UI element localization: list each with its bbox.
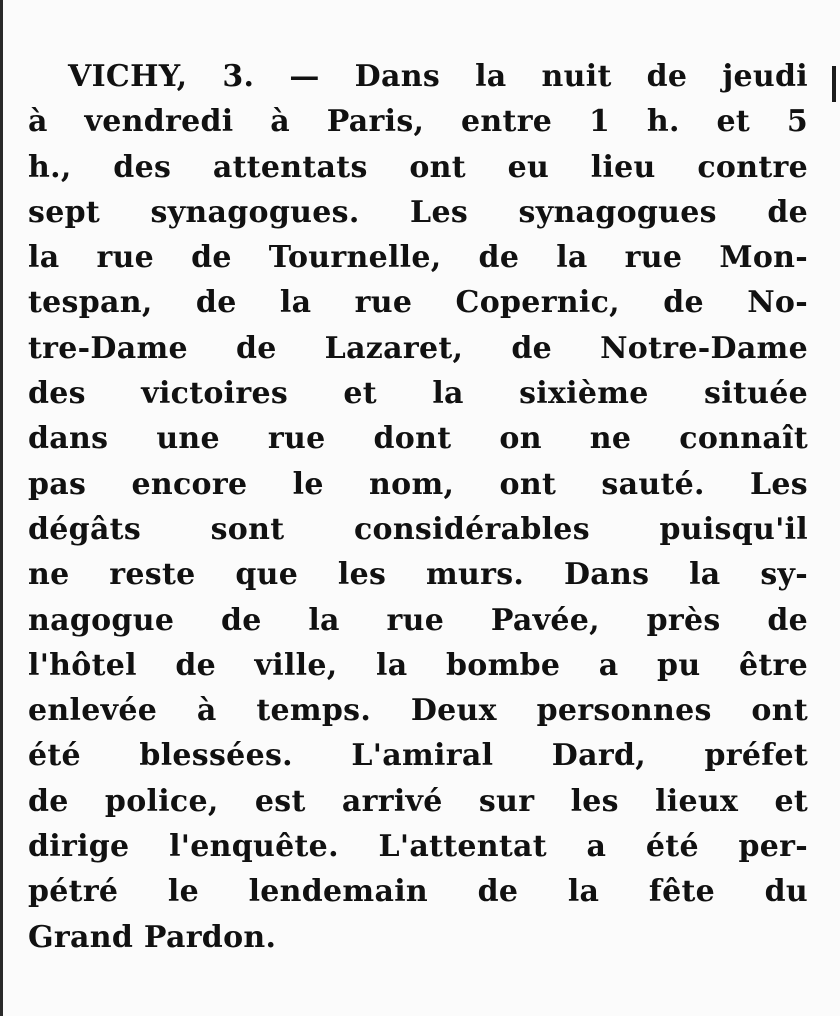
article-line: dans une rue dont on ne connaît [28, 421, 808, 457]
article-line: dégâts sont considérables puisqu'il [28, 511, 808, 547]
article-line: sept synagogues. Les synagogues de [28, 194, 808, 230]
article-line: ne reste que les murs. Dans la sy- [28, 557, 808, 593]
article-line: dirige l'enquête. L'attentat a été per- [28, 829, 808, 865]
article-line: tre-Dame de Lazaret, de Notre-Dame [28, 330, 808, 366]
article-line: Grand Pardon. [28, 919, 277, 955]
article-line: pas encore le nom, ont sauté. Les [28, 466, 808, 502]
article-line: la rue de Tournelle, de la rue Mon- [28, 240, 808, 276]
article-line: de police, est arrivé sur les lieux et [28, 783, 808, 819]
article-line: tespan, de la rue Copernic, de No- [28, 285, 808, 321]
article-line: pétré le lendemain de la fête du [28, 874, 808, 910]
article-line: VICHY, 3. — Dans la nuit de jeudi [68, 59, 808, 94]
column-rule-right [832, 66, 836, 102]
column-rule-left [0, 0, 3, 1016]
article-body [28, 54, 808, 960]
article-line: été blessées. L'amiral Dard, préfet [28, 738, 808, 774]
article-line: à vendredi à Paris, entre 1 h. et 5 [28, 104, 808, 140]
article-line: l'hôtel de ville, la bombe a pu être [28, 647, 808, 683]
article-line: des victoires et la sixième située [28, 376, 808, 412]
article-line: enlevée à temps. Deux personnes ont [28, 693, 808, 729]
article-line: nagogue de la rue Pavée, près de [28, 602, 808, 638]
article-line: h., des attentats ont eu lieu contre [28, 149, 808, 185]
